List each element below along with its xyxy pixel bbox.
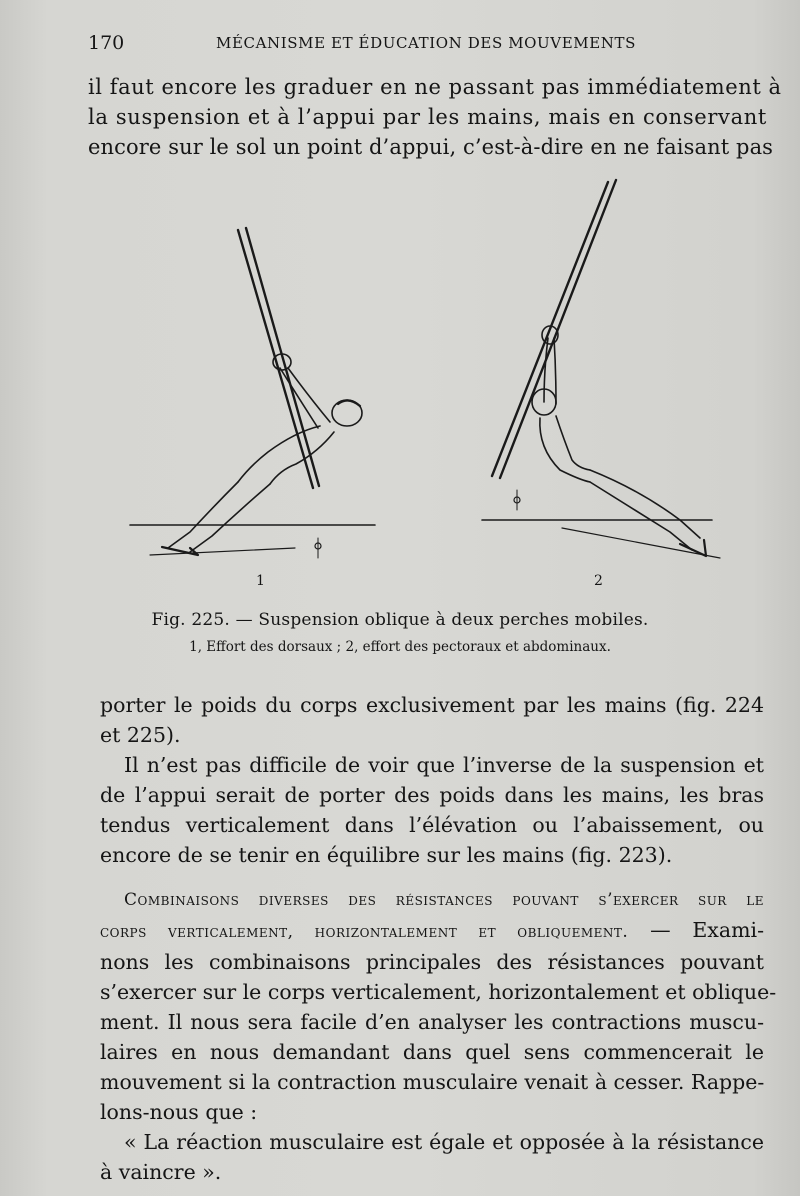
- text-line: porter le poids du corps exclusivement par les mains (fig. 224: [100, 693, 764, 717]
- section-heading-continued: corps verticalement, horizontalement et obliquement.: [100, 922, 629, 942]
- athlete-figure-1: [130, 228, 375, 558]
- figure-label-2: 2: [594, 573, 603, 589]
- text-line: il faut encore les graduer en ne passant pas immédiatement à: [88, 75, 782, 99]
- athlete-figure-2: [482, 180, 720, 558]
- section-heading: Combinaisons diverses des résistances pouvant s’exercer sur le: [124, 890, 764, 910]
- text-line: ment. Il nous sera facile d’en analyser les contractions muscu-: [100, 1010, 764, 1034]
- text-line: laires en nous demandant dans quel sens commencerait le: [100, 1040, 764, 1064]
- text-line: de l’appui serait de porter des poids dans les mains, les bras: [100, 783, 764, 807]
- heading-tail: — Exami-: [628, 918, 764, 942]
- page-number: 170: [88, 32, 125, 54]
- quote-line: « La réaction musculaire est égale et opposée à la résistance: [124, 1130, 764, 1154]
- text-line: tendus verticalement dans l’élévation ou l’abaissement, ou: [100, 813, 764, 837]
- text-line: et 225).: [100, 723, 181, 747]
- text-line: Il n’est pas difficile de voir que l’inverse de la suspension et: [124, 753, 764, 777]
- figure-illustration: [120, 170, 740, 600]
- page-header: [88, 32, 758, 56]
- section-paragraph: [100, 885, 777, 1187]
- figure-label-1: 1: [256, 573, 265, 589]
- figure-225: [120, 170, 740, 600]
- text-line: lons-nous que :: [100, 1100, 258, 1124]
- text-line: la suspension et à l’appui par les mains, mais en conservant: [88, 105, 767, 129]
- figure-subcaption: 1, Effort des dorsaux ; 2, effort des pectoraux et abdominaux.: [189, 639, 611, 655]
- text-line: encore sur le sol un point d’appui, c’est-à-dire en ne faisant pas: [88, 135, 774, 159]
- text-line: nons les combinaisons principales des résistances pouvant: [100, 950, 764, 974]
- quote-line: à vaincre ».: [100, 1160, 222, 1184]
- text-line: s’exercer sur le corps verticalement, horizontalement et oblique-: [100, 980, 777, 1004]
- figure-caption: Fig. 225. — Suspension oblique à deux perches mobiles.: [151, 610, 649, 630]
- text-line: mouvement si la contraction musculaire venait à cesser. Rappe-: [100, 1070, 765, 1094]
- paragraph-2: [100, 750, 764, 870]
- section-heading-line-2: [100, 915, 764, 947]
- continuation-paragraph: [100, 690, 764, 750]
- top-paragraph: [88, 72, 782, 162]
- running-title: MÉCANISME ET ÉDUCATION DES MOUVEMENTS: [216, 34, 636, 52]
- text-line: encore de se tenir en équilibre sur les mains (fig. 223).: [100, 843, 673, 867]
